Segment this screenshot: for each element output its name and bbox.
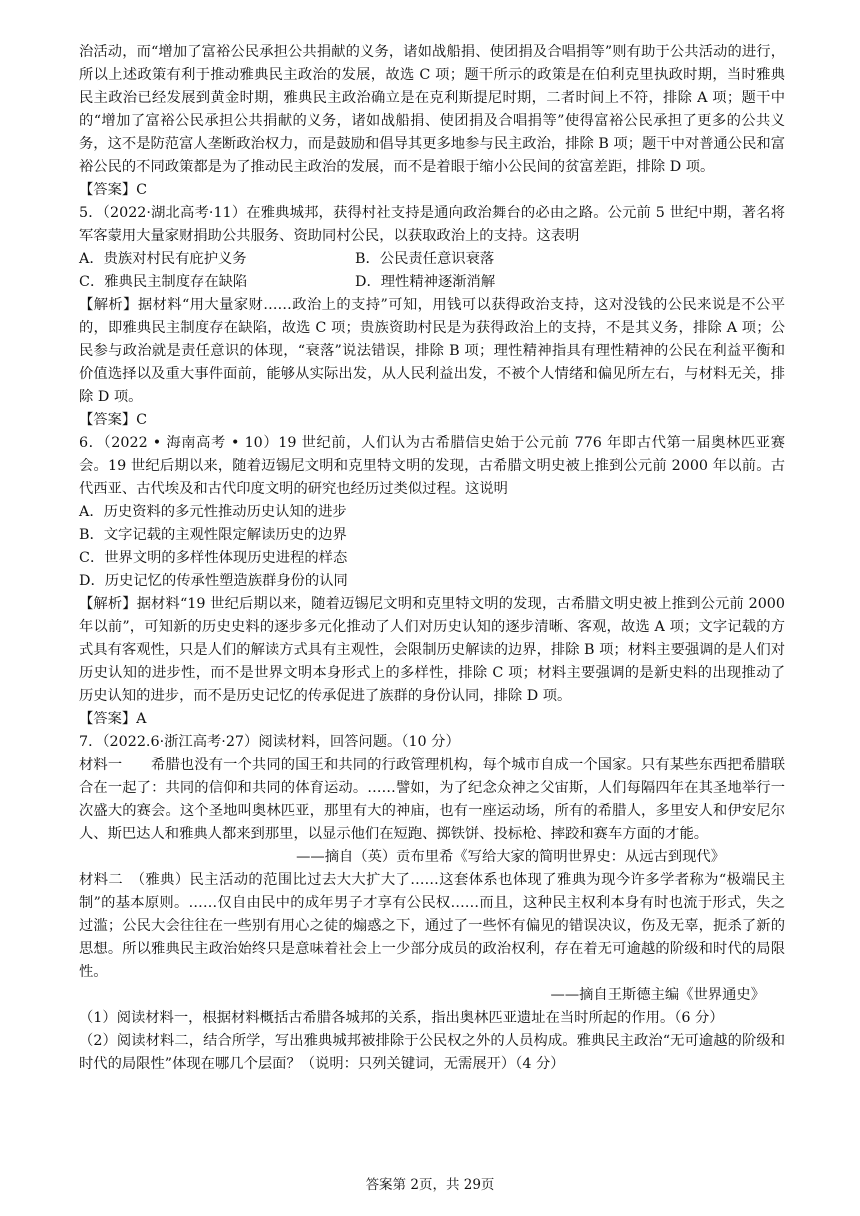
sub-question-2: （2）阅读材料二，结合所学，写出雅典城邦被排除于公民权之外的人员构成。雅典民主政治“无可逾越的阶级和时代的局限性”体现在哪几个层面？（说明：只列关键词，无需展开）（4 分） (79, 1033, 785, 1072)
sub-question-1: （1）阅读材料一，根据材料概括古希腊各城邦的关系，指出奥林匹亚遗址在当时所起的作用。（6 分） (79, 1010, 724, 1026)
option-c: C．雅典民主制度存在缺陷 (79, 274, 248, 290)
option-b: B．文字记载的主观性限定解读历史的边界 (79, 527, 347, 543)
q5-options-row-1 (79, 248, 785, 271)
option-b: B．公民责任意识衰落 (355, 251, 495, 267)
material-1: 材料一 希腊也没有一个共同的国王和共同的行政管理机构，每个城市自成一个国家。只有某些东西把希腊联合在一起了：共同的信仰和共同的体育运动。……譬如，为了纪念众神之父宙斯，人们每隔四年在其圣地举行一次盛大的赛会。这个圣地叫奥林匹亚，那里有大的神庙，也有一座运动场，所有的希腊人，多里安人和伊安尼尔人、斯巴达人和雅典人都来到那里，以显示他们在短跑、掷铁饼、投标枪、摔跤和赛车方面的才能。 (79, 757, 785, 842)
option-a: A．历史资料的多元性推动历史认知的进步 (79, 504, 347, 520)
option-a: A．贵族对村民有庇护义务 (79, 251, 247, 267)
source-citation-2: ——摘自王斯德主编《世界通史》 (550, 987, 765, 1003)
source-citation-1: ——摘自（英）贡布里希《写给大家的简明世界史：从远古到现代》 (296, 849, 725, 865)
answer-line: 【答案】A (79, 711, 147, 727)
option-d: D．理性精神逐渐消解 (355, 274, 496, 290)
page-footer: 答案第 2页，共 29页 (365, 1177, 495, 1193)
question-5: 5．（2022·湖北高考·11）在雅典城邦，获得村社支持是通向政治舞台的必由之路。公元前 5 世纪中期，著名将军客蒙用大量家财捐助公共服务、资助同村公民，以获取政治上的支持。这表明 (79, 205, 785, 244)
material-2: 材料二 （雅典）民主活动的范围比过去大大扩大了……这套体系也体现了雅典为现今许多学者称为“极端民主制”的基本原则。……仅自由民中的成年男子才享有公民权……而且，这种民主权利本身有时也流于形式，失之过滥；公民大会往往在一些别有用心之徒的煽惑之下，通过了一些怀有偏见的错误决议，伤及无辜，扼杀了新的思想。所以雅典民主政治始终只是意味着社会上一少部分成员的政治权利，存在着无可逾越的阶级和时代的局限性。 (79, 872, 785, 980)
option-c: C．世界文明的多样性体现历史进程的样态 (79, 550, 348, 566)
option-d: D．历史记忆的传承性塑造族群身份的认同 (79, 573, 348, 589)
q6-analysis: 【解析】据材料“19 世纪后期以来，随着迈锡尼文明和克里特文明的发现，古希腊文明史被上推到公元前 2000 年以前”，可知新的历史史料的逐步多元化推动了人们对历史认知的逐步清晰、客观，故选 A 项；文字记载的方式具有客观性，只是人们的解读方式具有主观性，会限制历史解读的边界，排除 B 项；材料主要强调的是人们对历史认知的进步性，而不是世界文明本身形式上的多样性，排除 C 项；材料主要强调的是新史料的出现推动了历史认知的进步，而不是历史记忆的传承促进了族群的身份认同，排除 D 项。 (79, 596, 785, 704)
question-6: 6．（2022 • 海南高考 • 10）19 世纪前，人们认为古希腊信史始于公元前 776 年即古代第一届奥林匹亚赛会。19 世纪后期以来，随着迈锡尼文明和克里特文明的发现，古希腊文明史被上推到公元前 2000 年以前。古代西亚、古代埃及和古代印度文明的研究也经历过类似过程。这说明 (79, 435, 785, 497)
answer-line: 【答案】C (79, 182, 148, 198)
answer-line: 【答案】C (79, 412, 148, 428)
question-7: 7．（2022.6·浙江高考·27）阅读材料，回答问题。（10 分） (79, 734, 460, 750)
q5-options-row-2 (79, 271, 785, 294)
paragraph: 治活动，而“增加了富裕公民承担公共捐献的义务，诸如战船捐、使团捐及合唱捐等”则有助于公共活动的进行，所以上述政策有利于推动雅典民主政治的发展，故选 C 项；题干所示的政策是在伯利克里执政时期，当时雅典民主政治已经发展到黄金时期，雅典民主政治确立是在克利斯提尼时期，二者时间上不符，排除 A 项；题干中的“增加了富裕公民承担公共捐献的义务，诸如战船捐、使团捐及合唱捐等”使得富裕公民承担了更多的公共义务，这不是防范富人垄断政治权力，而是鼓励和倡导其更多地参与民主政治，排除 B 项；题干中对普通公民和富裕公民的不同政策都是为了推动民主政治的发展，而不是着眼于缩小公民间的贫富差距，排除 D 项。 (79, 44, 785, 175)
document-body (79, 41, 785, 1076)
q5-analysis: 【解析】据材料“用大量家财……政治上的支持”可知，用钱可以获得政治支持，这对没钱的公民来说是不公平的，即雅典民主制度存在缺陷，故选 C 项；贵族资助村民是为获得政治上的支持，不是其义务，排除 A 项；公民参与政治就是责任意识的体现，“衰落”说法错误，排除 B 项；理性精神指具有理性精神的公民在利益平衡和价值选择以及重大事件面前，能够从实际出发，从人民利益出发，不被个人情绪和偏见所左右，与材料无关，排除 D 项。 (79, 297, 785, 405)
